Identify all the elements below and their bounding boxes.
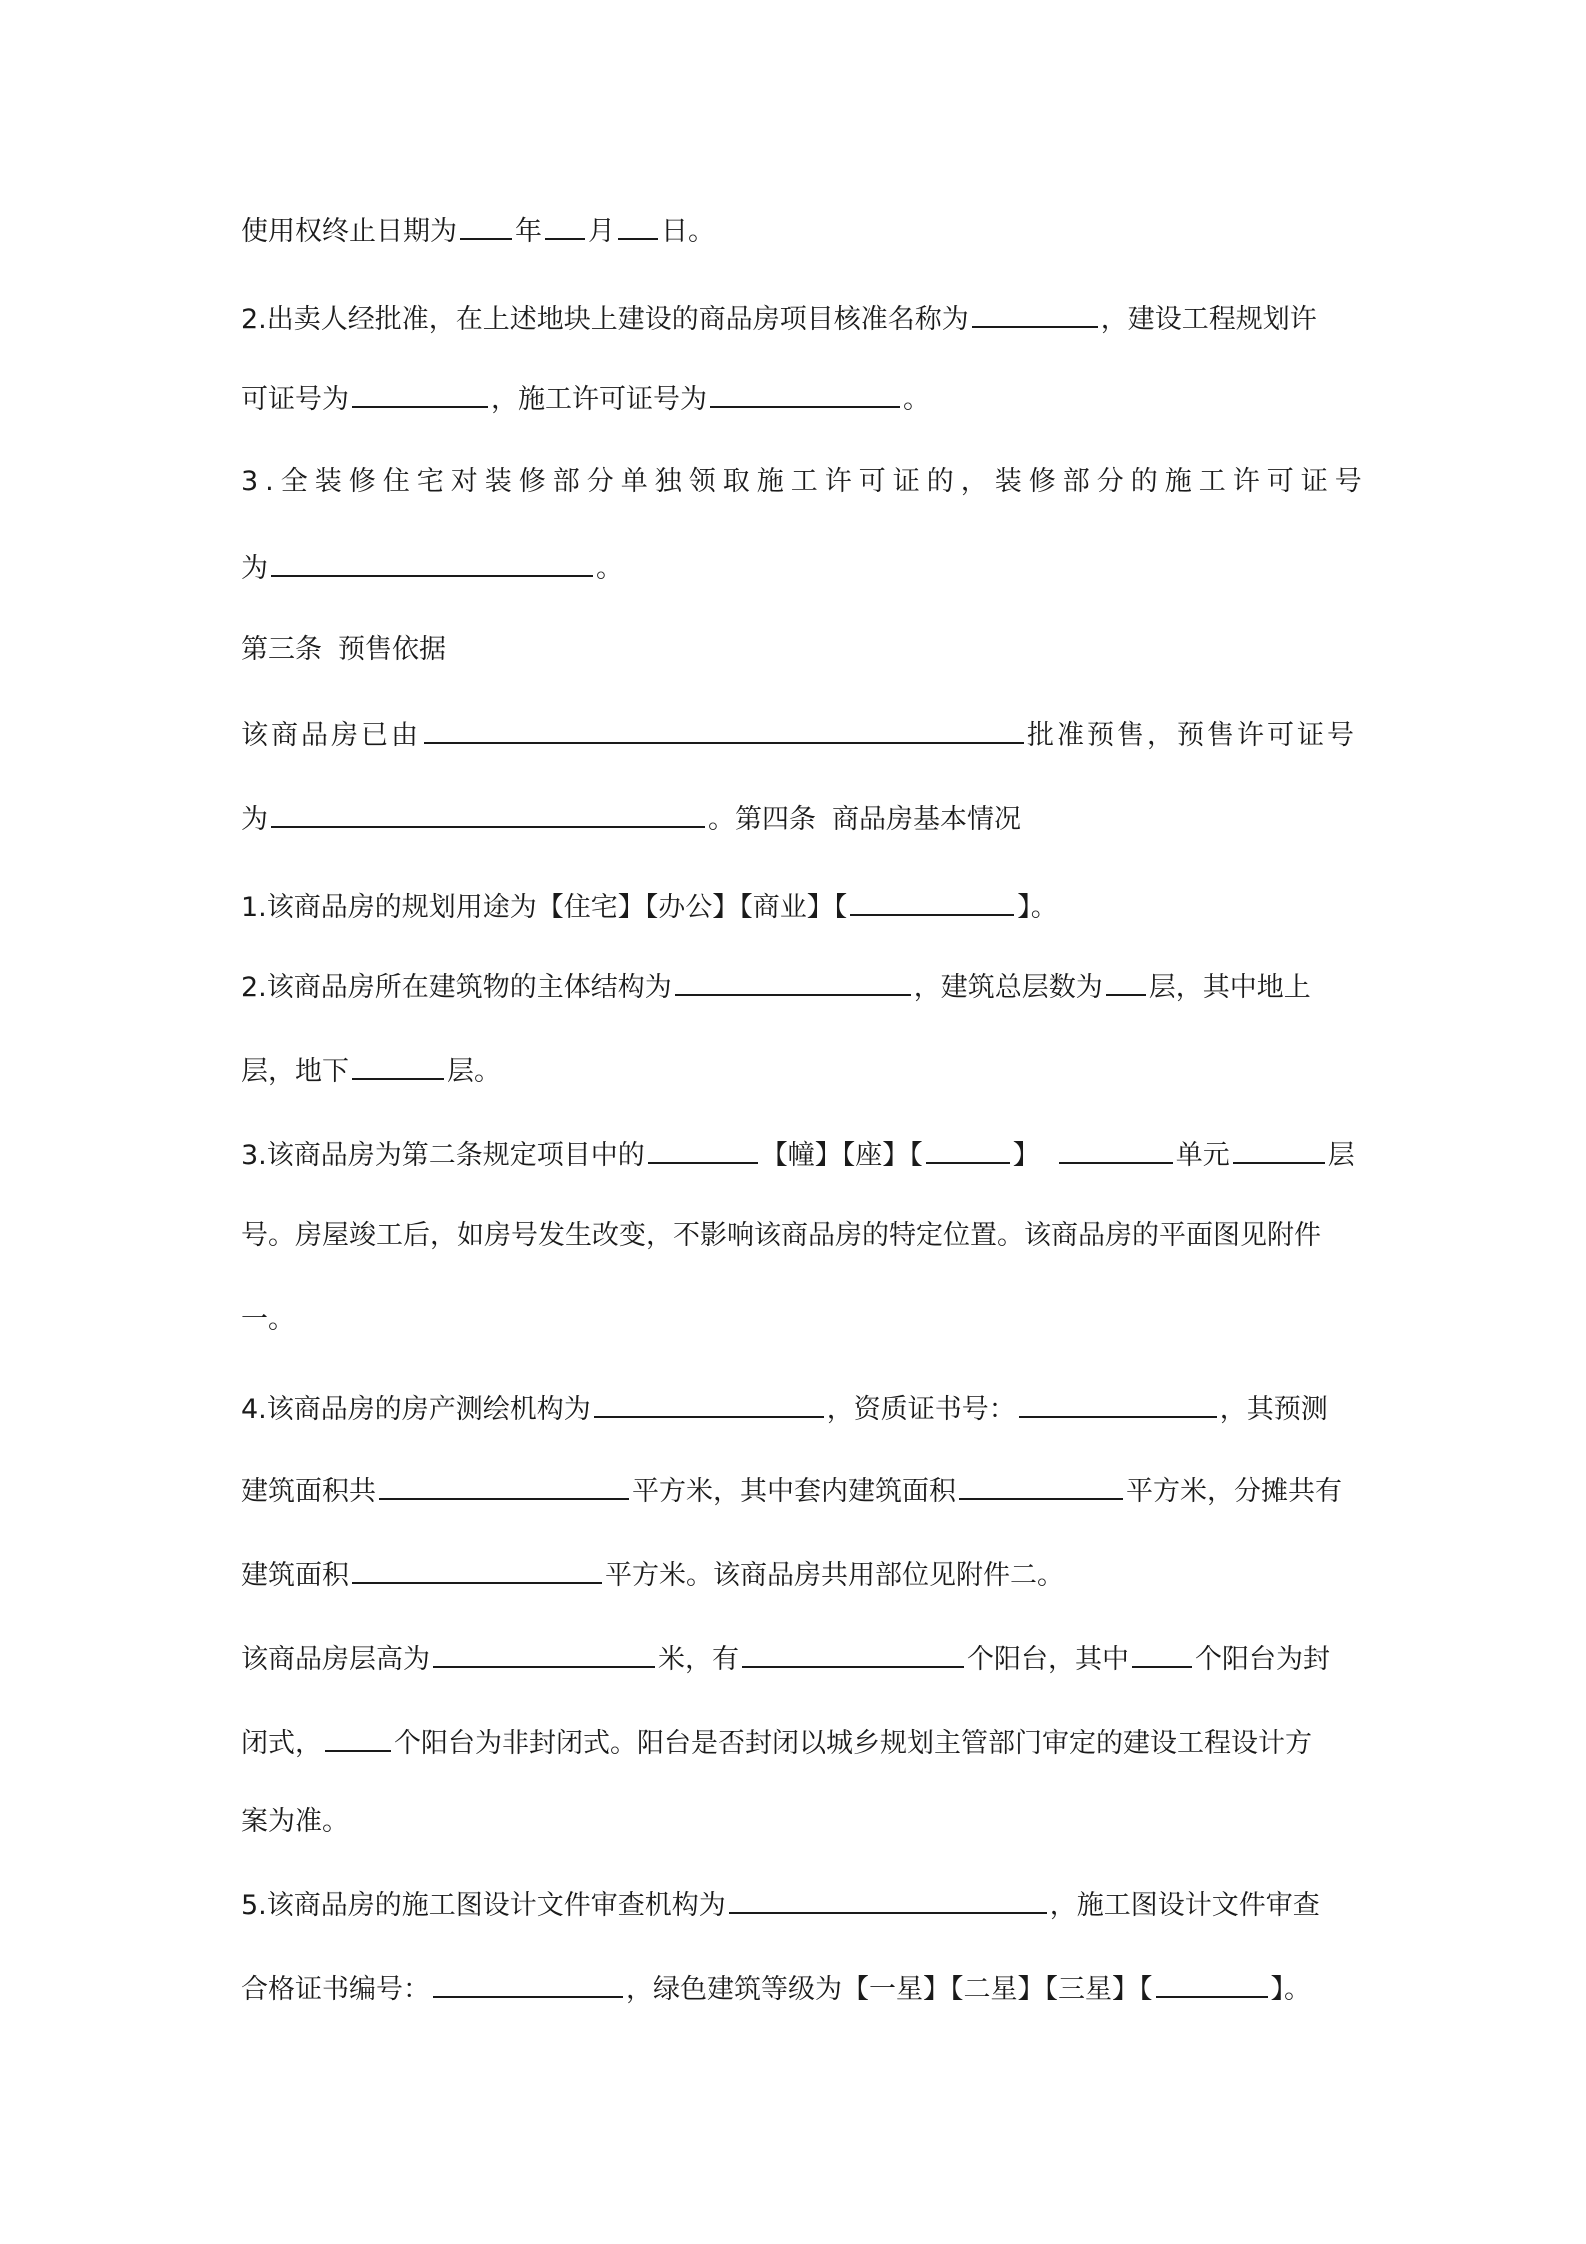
text-line-review-agency: 5.该商品房的施工图设计文件审查机构为 ，施工图设计文件审查 xyxy=(241,1882,1353,1926)
blank-month[interactable] xyxy=(545,208,585,240)
blank-total-building-area[interactable] xyxy=(379,1468,629,1500)
text-line-room-number-note: 号。房屋竣工后，如房号发生改变，不影响该商品房的特定位置。该商品房的平面图见附件 xyxy=(241,1220,1321,1251)
blank-planned-use-other[interactable] xyxy=(850,884,1014,916)
text-line-use-right-end-date: 使用权终止日期为 年 月 日。 xyxy=(241,208,1353,252)
blank-underground-floors[interactable] xyxy=(352,1048,444,1080)
text-line-decoration-permit: 3.全装修住宅对装修部分单独领取施工许可证的，装修部分的施工许可证号 xyxy=(241,466,1369,497)
blank-review-agency[interactable] xyxy=(729,1882,1047,1914)
text-line-green-building: 合格证书编号： ，绿色建筑等级为【一星】【二星】【三星】【 】。 xyxy=(241,1966,1353,2010)
blank-review-cert-no[interactable] xyxy=(433,1966,623,1998)
text-line-project-name: 2.出卖人经批准，在上述地块上建设的商品房项目核准名称为 ，建设工程规划许 xyxy=(241,296,1353,340)
blank-construction-permit-no[interactable] xyxy=(710,376,900,408)
text-line-main-structure: 2.该商品房所在建筑物的主体结构为 ，建筑总层数为 层，其中地上 xyxy=(241,964,1353,1008)
text-line-unit-location: 3.该商品房为第二条规定项目中的 【幢】【座】【 】 单元 层 xyxy=(241,1132,1353,1176)
text-line-floors-underground: 层，地下 层。 xyxy=(241,1048,1353,1092)
text-line-presale-approval: 该商品房已由 批准预售，预售许可证号 xyxy=(241,712,1353,756)
text-line-presale-permit-no: 为 。第四条 商品房基本情况 xyxy=(241,796,1353,840)
blank-building-other[interactable] xyxy=(926,1132,1010,1164)
section-heading-article-3: 第三条 预售依据 xyxy=(241,634,446,665)
text-line-building-area: 建筑面积共 平方米，其中套内建筑面积 平方米，分摊共有 xyxy=(241,1468,1353,1512)
blank-floor[interactable] xyxy=(1233,1132,1325,1164)
blank-balcony-count[interactable] xyxy=(742,1636,964,1668)
blank-presale-approver[interactable] xyxy=(424,712,1024,744)
blank-presale-permit-no[interactable] xyxy=(271,796,705,828)
text-line-annex-one: 一。 xyxy=(241,1304,295,1335)
blank-survey-agency[interactable] xyxy=(594,1386,824,1418)
text-line-floor-height-balcony: 该商品房层高为 米，有 个阳台，其中 个阳台为封 xyxy=(241,1636,1353,1680)
blank-day[interactable] xyxy=(618,208,658,240)
blank-green-rating-other[interactable] xyxy=(1156,1966,1268,1998)
blank-decoration-permit-no[interactable] xyxy=(271,545,593,577)
blank-building[interactable] xyxy=(648,1132,758,1164)
text-line-open-balcony: 闭式， 个阳台为非封闭式。阳台是否封闭以城乡规划主管部门审定的建设工程设计方 xyxy=(241,1720,1353,1764)
blank-project-name[interactable] xyxy=(972,296,1098,328)
text-line-survey-agency: 4.该商品房的房产测绘机构为 ，资质证书号： ，其预测 xyxy=(241,1386,1353,1430)
blank-inner-building-area[interactable] xyxy=(959,1468,1123,1500)
blank-closed-balcony-count[interactable] xyxy=(1132,1636,1192,1668)
text-line-design-standard: 案为准。 xyxy=(241,1806,349,1837)
blank-floor-height[interactable] xyxy=(433,1636,655,1668)
blank-year[interactable] xyxy=(460,208,512,240)
text-line-shared-area: 建筑面积 平方米。该商品房共用部位见附件二。 xyxy=(241,1552,1353,1596)
blank-qualification-cert-no[interactable] xyxy=(1019,1386,1217,1418)
blank-unit[interactable] xyxy=(1059,1132,1173,1164)
text-line-planned-use: 1.该商品房的规划用途为【住宅】【办公】【商业】【 】。 xyxy=(241,884,1353,928)
blank-main-structure[interactable] xyxy=(675,964,911,996)
text-line-decoration-permit-no: 为 。 xyxy=(241,545,1353,589)
text-line-permit-numbers: 可证号为 ，施工许可证号为 。 xyxy=(241,376,1353,420)
blank-planning-permit-no[interactable] xyxy=(352,376,488,408)
blank-shared-building-area[interactable] xyxy=(352,1552,602,1584)
blank-open-balcony-count[interactable] xyxy=(325,1720,391,1752)
blank-total-floors[interactable] xyxy=(1106,964,1146,996)
